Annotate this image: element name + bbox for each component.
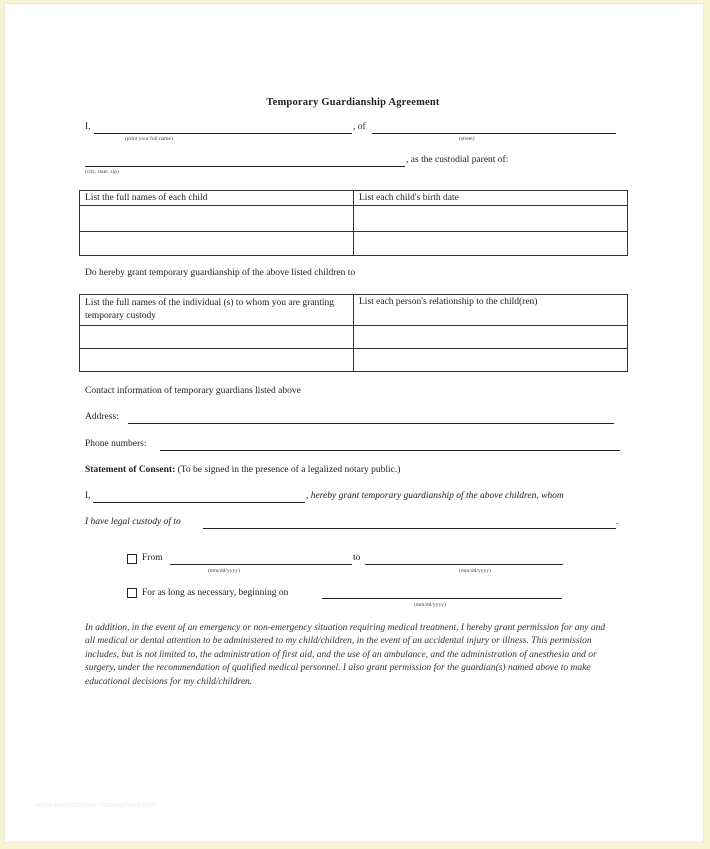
address-label: Address: <box>85 412 119 422</box>
child-birthdate-cell[interactable] <box>354 206 628 232</box>
full-name-field[interactable] <box>94 133 352 134</box>
consent-statement <box>85 465 400 475</box>
legal-custody-text: I have legal custody of to <box>85 517 181 527</box>
consent-grant-text: , hereby grant temporary guardianship of the above children, whom <box>306 491 564 501</box>
name-prefix: I, <box>85 122 91 132</box>
from-date-field[interactable] <box>170 564 352 565</box>
child-name-cell[interactable] <box>80 232 354 256</box>
guardian-name-cell[interactable] <box>80 349 354 372</box>
beginning-date-caption: (mm/dd/yyyy) <box>414 602 446 608</box>
custody-period: . <box>616 517 619 527</box>
contact-heading: Contact information of temporary guardians listed above <box>85 386 301 396</box>
guardian-relationship-cell[interactable] <box>354 326 628 349</box>
child-birthdate-cell[interactable] <box>354 232 628 256</box>
children-header-birthdates: List each child's birth date <box>354 191 628 206</box>
to-date-field[interactable] <box>365 564 563 565</box>
city-state-zip-field[interactable] <box>85 166 405 167</box>
guardian-relationship-cell[interactable] <box>354 349 628 372</box>
guardian-name-cell[interactable] <box>80 326 354 349</box>
full-name-caption: (print your full name) <box>125 136 173 142</box>
grant-statement: Do hereby grant temporary guardianship of the above listed children to <box>85 268 356 278</box>
as-long-checkbox[interactable] <box>127 588 137 598</box>
children-table <box>79 190 628 256</box>
from-label: From <box>142 553 163 563</box>
city-caption: (city, state, zip) <box>85 169 119 175</box>
address-field[interactable] <box>128 423 614 424</box>
consent-note: (To be signed in the presence of a legalized notary public.) <box>177 465 401 475</box>
guardians-table <box>79 294 628 372</box>
document-title: Temporary Guardianship Agreement <box>266 97 440 108</box>
consent-prefix: I, <box>85 491 91 501</box>
street-caption: (street) <box>459 136 475 142</box>
to-label: to <box>353 553 361 563</box>
consent-heading: Statement of Consent: <box>85 465 176 475</box>
as-long-label: For as long as necessary, beginning on <box>142 588 289 598</box>
phone-field[interactable] <box>160 450 620 451</box>
of-label: , of <box>353 122 366 132</box>
street-field[interactable] <box>372 133 616 134</box>
guardians-header-relationship: List each person's relationship to the child(ren) <box>354 295 628 326</box>
child-name-cell[interactable] <box>80 206 354 232</box>
custody-recipient-field[interactable] <box>203 528 616 529</box>
children-header-names: List the full names of each child <box>80 191 354 206</box>
phone-label: Phone numbers: <box>85 439 147 449</box>
custodial-parent-label: , as the custodial parent of: <box>406 155 509 165</box>
from-checkbox[interactable] <box>127 554 137 564</box>
to-date-caption: (mm/dd/yyyy) <box>459 568 491 574</box>
guardians-header-names: List the full names of the individual (s) to whom you are granting temporary custody <box>80 295 354 326</box>
beginning-date-field[interactable] <box>322 598 562 599</box>
medical-permission-paragraph: In addition, in the event of an emergency or non-emergency situation requiring medical treatment, I hereby grant permission for any and all medical or dental attention to be administered to my child/children, in the event of an accidental injury or illness. This permission includes, but is not limited to, the administration of first aid, and the use of an ambulance, and the administration of anesthesia and or surgery, under the recommendation of qualified medical personnel. I also grant permission for the guardian(s) named above to make educational decisions for my child/children. <box>85 623 606 687</box>
from-date-caption: (mm/dd/yyyy) <box>208 568 240 574</box>
consent-name-field[interactable] <box>93 502 305 503</box>
watermark: www.free-template-thanksgiving.com <box>35 800 157 809</box>
